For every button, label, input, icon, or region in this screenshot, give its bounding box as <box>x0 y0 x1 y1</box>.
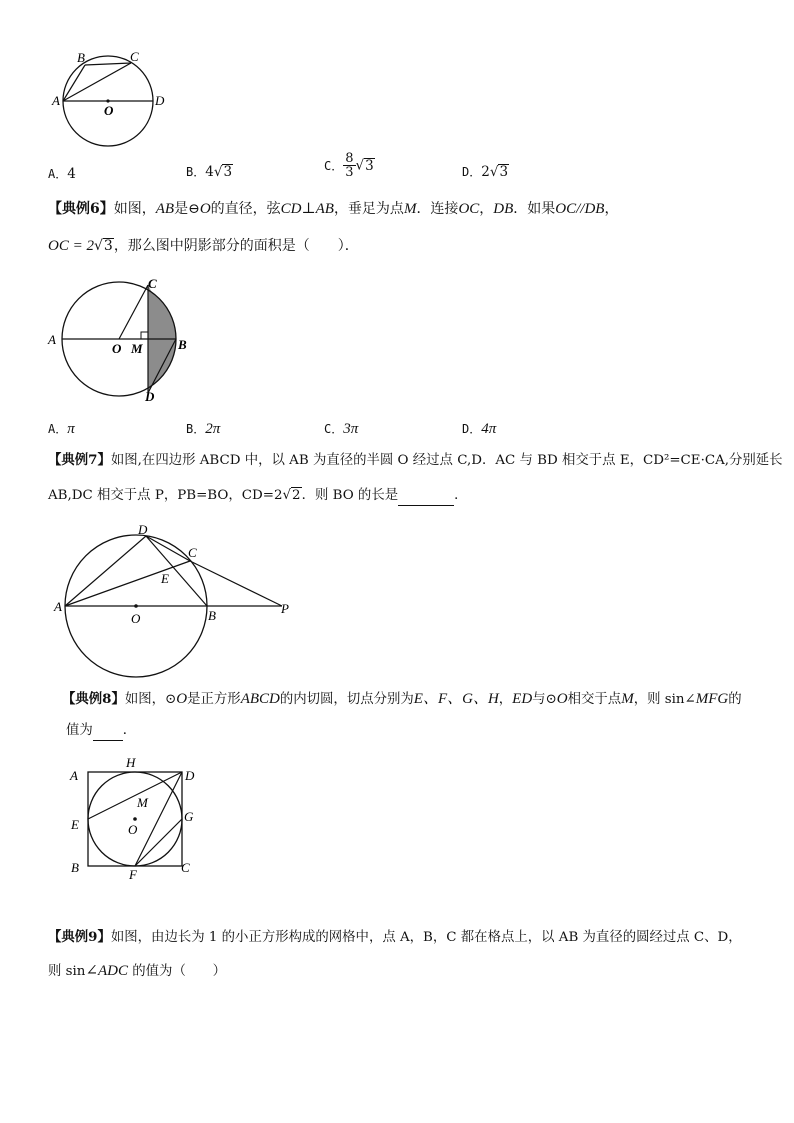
ex9-line2: 则 sin∠ADC 的值为（ ） <box>48 963 227 979</box>
label-A: A <box>70 768 78 783</box>
q5-option-b[interactable]: B．4√3 <box>186 164 233 180</box>
label-M: M <box>137 795 148 810</box>
figure-ex8-square-incircle <box>62 752 212 882</box>
q5-option-c[interactable]: C． $\frac{8}{3}$ √3 <box>324 151 374 180</box>
label-A: A <box>54 599 62 614</box>
ex8-tag: 【典例8】 <box>62 691 125 707</box>
label-D: D <box>185 768 195 783</box>
label-C: C <box>188 545 197 560</box>
label-G: G <box>184 809 194 824</box>
ex7-line2: AB,DC 相交于点 P，PB=BO，CD=2√2．则 BO 的长是 ． <box>48 487 468 506</box>
figure-ex5-circle <box>44 48 174 163</box>
label-D: D <box>138 522 148 537</box>
label-O: O <box>112 341 122 356</box>
ex6-option-c[interactable]: C．3π <box>324 421 359 437</box>
ex6-option-a[interactable]: A．π <box>48 421 75 437</box>
label-E: E <box>161 571 169 586</box>
q5-option-d[interactable]: D．2√3 <box>462 164 509 180</box>
label-B: B <box>208 608 216 623</box>
figure-ex7-semicircle <box>48 520 298 680</box>
label-D: D <box>145 389 155 404</box>
label-P: P <box>281 601 289 616</box>
label-E: E <box>71 817 79 832</box>
ex6-option-d[interactable]: D．4π <box>462 421 497 437</box>
fraction: $\frac{8}{3}$ <box>345 151 354 180</box>
label-C: C <box>181 860 190 875</box>
label-B: B <box>71 860 79 875</box>
q5-option-a[interactable]: A．4 <box>48 166 76 182</box>
ex8-line1: 【典例8】如图，⊙O是正方形ABCD的内切圆，切点分别为E、F、G、H，ED与⊙O相交于点M，则 sin∠MFG的 <box>62 691 742 707</box>
ex7-line1: 【典例7】如图,在四边形 ABCD 中，以 AB 为直径的半圆 O 经过点 C,D．AC 与 BD 相交于点 E，CD²=CE·CA,分别延长 <box>48 452 783 468</box>
label-O: O <box>131 611 141 626</box>
ex9-line1: 【典例9】如图，由边长为 1 的小正方形构成的网格中，点 A，B，C 都在格点上，以 AB 为直径的圆经过点 C、D， <box>48 929 742 945</box>
ex8-line2: 值为 ． <box>66 722 136 741</box>
label-A: A <box>48 332 56 347</box>
label-A: A <box>52 93 60 108</box>
label-C: C <box>130 49 139 64</box>
label-D: D <box>155 93 165 108</box>
ex6-tag: 【典例6】 <box>48 201 114 217</box>
label-C: C <box>148 276 157 291</box>
label-O: O <box>104 103 114 118</box>
ex6-option-b[interactable]: B．2π <box>186 421 221 437</box>
figure-ex6-circle <box>44 273 204 405</box>
label-F: F <box>129 867 137 882</box>
answer-blank[interactable] <box>93 722 123 741</box>
ex6-line2: OC = 2√3，那么图中阴影部分的面积是（ ）． <box>48 238 359 254</box>
label-B: B <box>178 337 187 352</box>
ex6-line1: 【典例6】如图，AB是⊖O的直径，弦CD⊥AB，垂足为点M．连接OC，DB．如果OC//DB， <box>48 201 619 217</box>
answer-blank[interactable] <box>398 487 454 506</box>
label-M: M <box>131 341 143 356</box>
label-O: O <box>128 822 138 837</box>
label-B: B <box>77 50 85 65</box>
ex7-tag: 【典例7】 <box>48 452 111 468</box>
ex9-tag: 【典例9】 <box>48 929 111 945</box>
label-H: H <box>126 755 136 770</box>
